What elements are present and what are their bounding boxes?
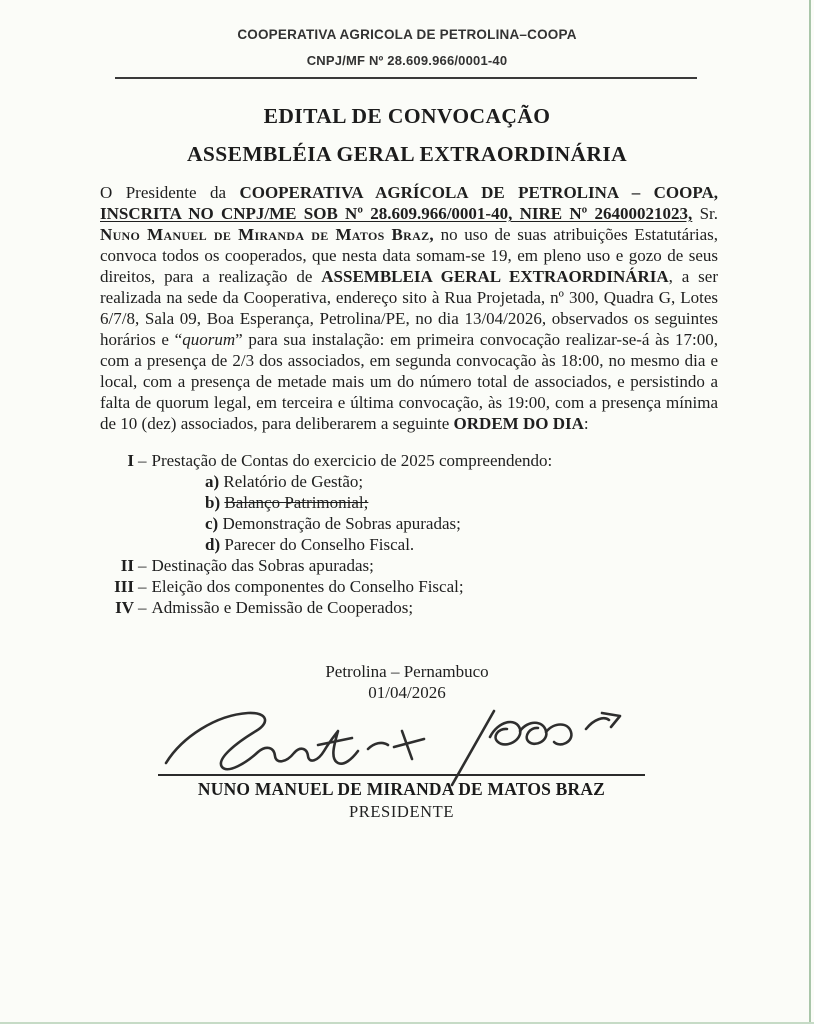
order-item-text: Destinação das Sobras apuradas; (151, 556, 374, 575)
subitem-letter: b) (205, 493, 221, 512)
signature-line (158, 774, 645, 776)
order-subitem-b (205, 492, 718, 513)
subitem-text: Parecer do Conselho Fiscal. (224, 535, 415, 554)
order-item-3 (100, 576, 718, 597)
body-segment: , a ser realizada na sede da Cooperativa, endereço sito à Rua Projetada, nº 300, Quadra G, Lotes 6/7/8, Sala 09, Boa Esperança, Petrolina/PE, no dia 13/04/2026, observados os seguintes horários e “ (100, 267, 719, 349)
body-segment-coop-name: COOPERATIVA AGRÍCOLA DE PETROLINA – COOPA, (239, 183, 719, 202)
body-paragraph (100, 182, 718, 434)
letterhead (0, 0, 814, 68)
order-subitem-a (205, 471, 718, 492)
signatory-role: PRESIDENTE (349, 802, 454, 821)
letterhead-divider (115, 77, 697, 79)
page-subtitle: ASSEMBLÉIA GERAL EXTRAORDINÁRIA (186, 142, 628, 166)
order-item-numeral: II (120, 556, 134, 575)
body-segment-quorum: quorum (182, 330, 236, 349)
body-segment: ” para sua instalação: em primeira convocação realizar-se-á às 17:00, com a presença de 2/3 dos associados, em segunda convocação às 18:00, no mesmo dia e local, com a presença de metade mais um do número total de associados, e persistindo a falta de quorum legal, em terceira e última convocação, às 19:00, com a presença mínima de 10 (dez) associados, para deliberarem a seguinte (100, 330, 718, 433)
subitem-letter: d) (205, 535, 221, 554)
body-segment-assembly: ASSEMBLEIA GERAL EXTRAORDINÁRIA (321, 267, 669, 286)
order-item-text: Eleição dos componentes do Conselho Fiscal; (151, 577, 464, 596)
subitem-letter: a) (205, 472, 220, 491)
org-name: COOPERATIVA AGRICOLA DE PETROLINA–COOPA (237, 27, 577, 42)
order-item-dash: – (138, 451, 147, 470)
order-item-1 (100, 450, 718, 471)
scan-edge-right (809, 0, 811, 1024)
body-segment: O Presidente da (100, 183, 240, 202)
order-item-dash: – (138, 577, 147, 596)
place-line: Petrolina – Pernambuco (325, 662, 489, 681)
subitem-text: Relatório de Gestão; (223, 472, 364, 491)
signature-block (158, 707, 645, 822)
body-segment-president-name: Nuno Manuel de Miranda de Matos Braz, (100, 225, 434, 244)
date-line: 01/04/2026 (368, 683, 446, 702)
order-item-dash: – (138, 598, 147, 617)
page-title: EDITAL DE CONVOCAÇÃO (263, 104, 551, 128)
order-of-day-list (100, 450, 718, 618)
org-cnpj: CNPJ/MF Nº 28.609.966/0001-40 (306, 53, 508, 68)
body-segment-order-of-day: ORDEM DO DIA (453, 414, 584, 433)
order-subitem-d (205, 534, 718, 555)
order-item-numeral: IV (115, 598, 134, 617)
body-segment: : (583, 414, 589, 433)
order-item-text: Admissão e Demissão de Cooperados; (151, 598, 414, 617)
signatory-name: NUNO MANUEL DE MIRANDA DE MATOS BRAZ (197, 779, 606, 799)
order-item-text: Prestação de Contas do exercicio de 2025 compreendendo: (151, 451, 553, 470)
order-item-4 (100, 597, 718, 618)
subitem-letter: c) (205, 514, 219, 533)
order-item-numeral: III (114, 577, 134, 596)
body-segment: no uso de suas atribuições Estatutárias, convoca todos os cooperados, que nesta data somam-se 19, em pleno uso e gozo de seus direitos, para a realização de (100, 225, 718, 286)
order-item-dash: – (138, 556, 147, 575)
order-item-2 (100, 555, 718, 576)
order-subitem-c (205, 513, 718, 534)
order-item-numeral: I (127, 451, 134, 470)
subitem-text-struck: Balanço Patrimonial; (224, 493, 369, 512)
subitem-text: Demonstração de Sobras apuradas; (222, 514, 461, 533)
body-segment: Sr. (692, 204, 718, 223)
body-segment-registration: INSCRITA NO CNPJ/ME SOB Nº 28.609.966/0001-40, NIRE Nº 26400021023, (100, 204, 693, 223)
